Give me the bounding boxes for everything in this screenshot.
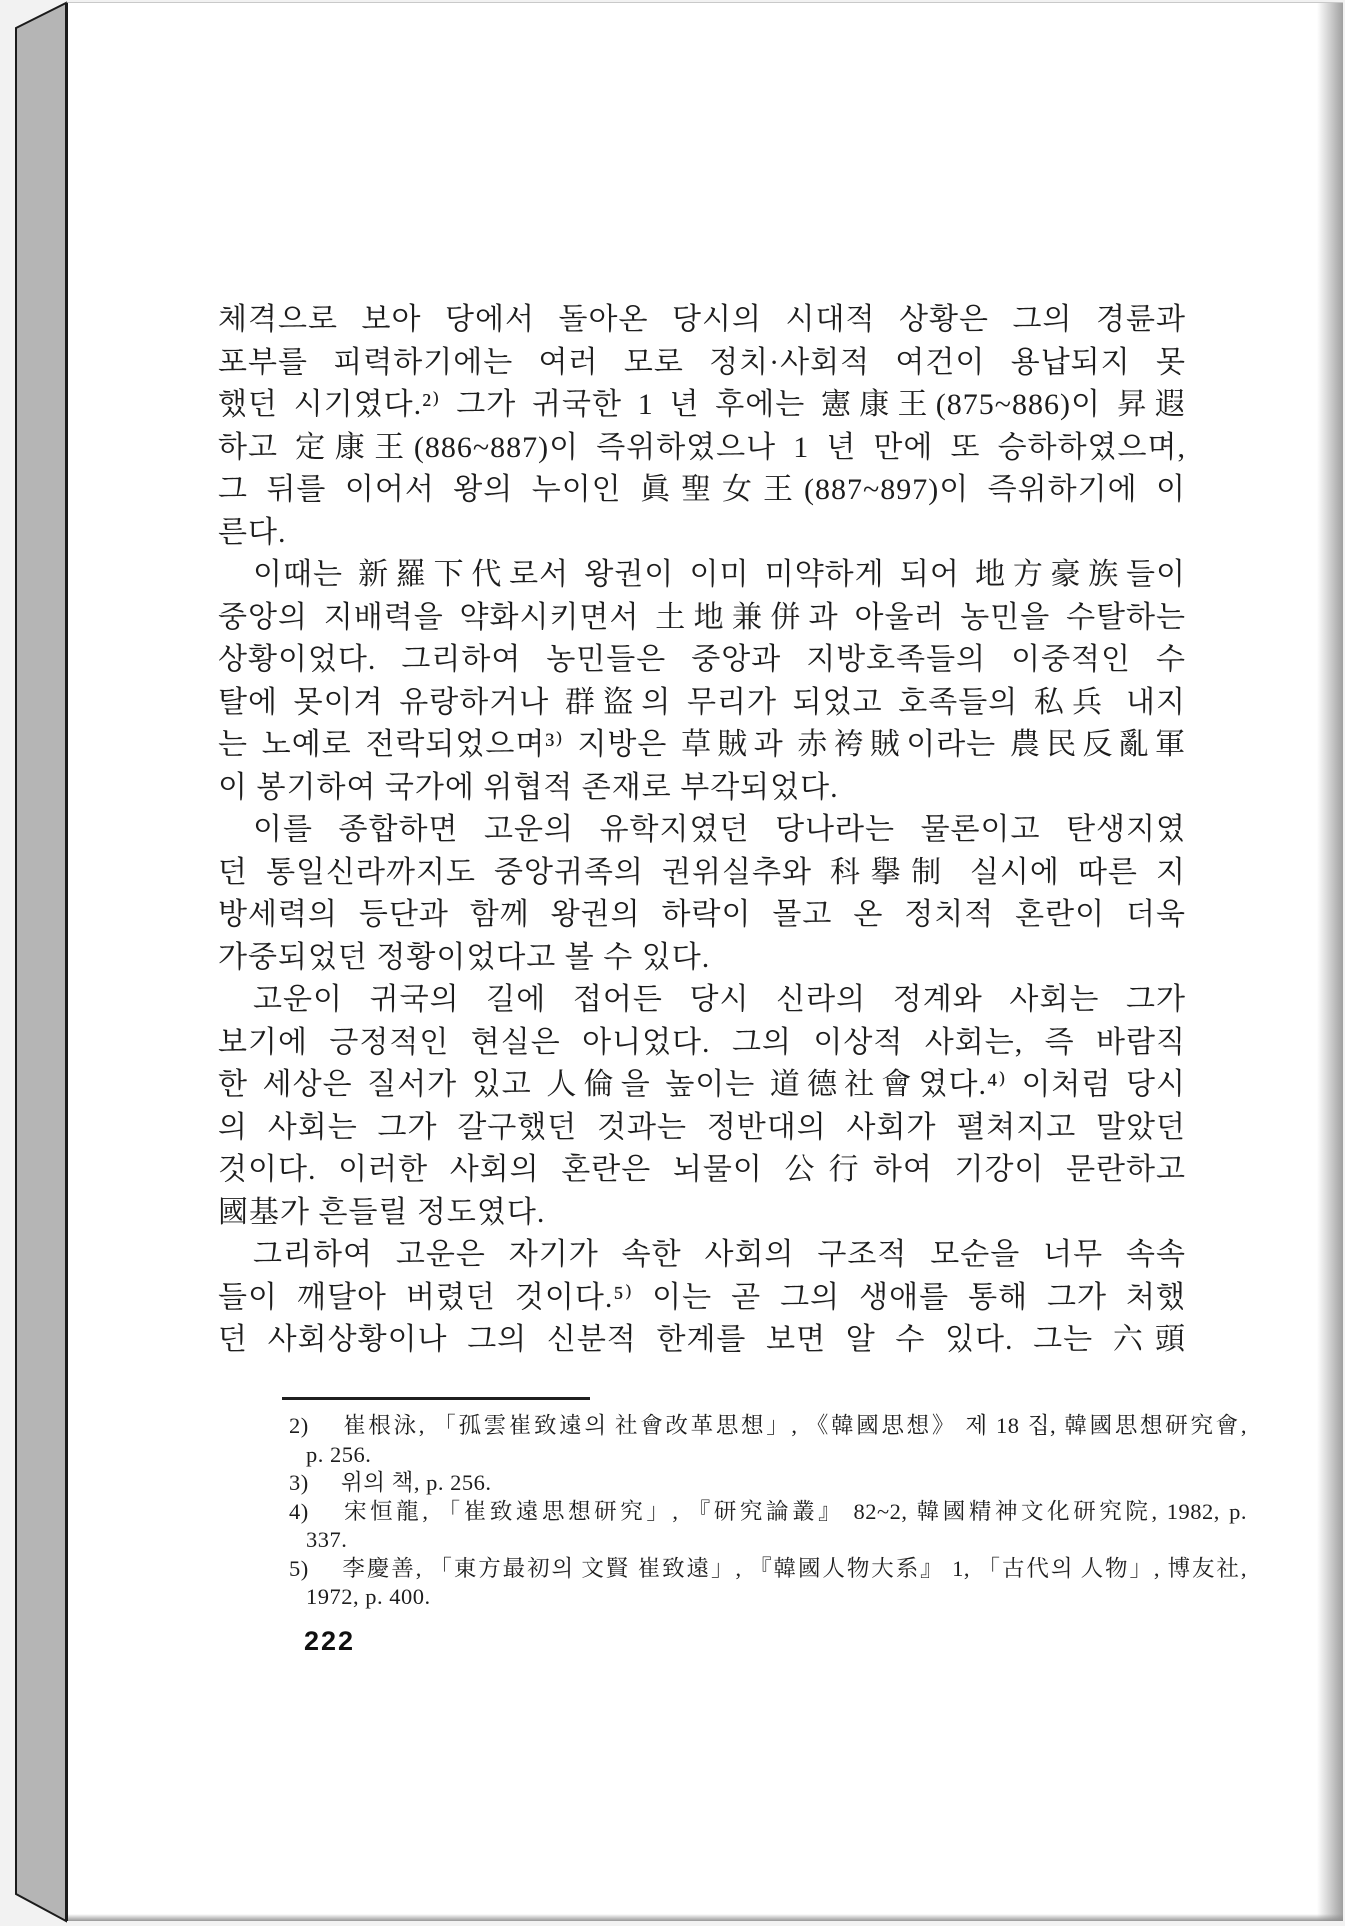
body-line: 했던 시기였다.²⁾ 그가 귀국한 1 년 후에는 憲康王(875~886)이 昇遐 [218,388,1186,421]
footnote-text: 宋恒龍, 「崔致遠思想研究」, 『研究論叢』 82~2, 韓國精神文化研究院, 1982, p. [341,1498,1247,1524]
footnote-separator [282,1397,590,1400]
body-line: 중앙의 지배력을 약화시키면서 土地兼併과 아울러 농민을 수탈하는 [218,600,1186,634]
body-line: 는 노예로 전락되었으며³⁾ 지방은 草賊과 赤袴賊이라는 農民反亂軍 [218,728,1186,761]
body-line: 이를 종합하면 고운의 유학지였던 당나라는 물론이고 탄생지였 [253,813,1186,846]
body-line: 하고 定康王(886~887)이 즉위하였으나 1 년 만에 또 승하하였으며, [218,430,1186,464]
body-line: 고운이 귀국의 길에 접어든 당시 신라의 정계와 사회는 그가 [253,983,1186,1016]
body-line: 그리하여 고운은 자기가 속한 사회의 구조적 모순을 너무 속속 [253,1238,1186,1271]
body-line: 상황이었다. 그리하여 농민들은 중앙과 지방호족들의 이중적인 수 [218,643,1186,676]
footnote-number: 2) [289,1413,309,1438]
footnote-text: 위의 책, p. 256. [341,1470,492,1495]
body-line: 이때는 新羅下代로서 왕권이 이미 미약하게 되어 地方豪族들이 [253,558,1186,591]
body-line: 포부를 피력하기에는 여러 모로 정치·사회적 여건이 용납되지 못 [218,345,1186,379]
footnote-line: 1972, p. 400. [306,1584,431,1609]
body-line: 방세력의 등단과 함께 왕권의 하락이 몰고 온 정치적 혼란이 더욱 [218,898,1186,931]
footnote-line [289,1412,1247,1441]
page-bottom-edge-shadow [68,1914,1343,1921]
page-right-edge-shadow [1317,3,1343,1921]
footnote-number: 5) [289,1555,309,1581]
body-line: 한 세상은 질서가 있고 人倫을 높이는 道德社會였다.⁴⁾ 이처럼 당시 [218,1068,1186,1101]
body-text [218,299,1186,1362]
body-line: 것이다. 이러한 사회의 혼란은 뇌물이 公行하여 기강이 문란하고 [218,1153,1186,1186]
footnote-number: 3) [289,1470,309,1495]
body-line: 이 봉기하여 국가에 위협적 존재로 부각되었다. [218,770,839,804]
footnote-line [289,1498,1247,1527]
body-line: 체격으로 보아 당에서 돌아온 당시의 시대적 상황은 그의 경륜과 [218,303,1186,336]
body-line: 의 사회는 그가 갈구했던 것과는 정반대의 사회가 펼쳐지고 말았던 [218,1110,1186,1144]
footnote-text: 李慶善, 「東方最初의 文賢 崔致遠」, 『韓國人物大系』 1, 「古代의 人物」, 博友社, [341,1555,1247,1581]
body-line: 가중되었던 정황이었다고 볼 수 있다. [218,940,711,974]
body-line: 던 사회상황이나 그의 신분적 한계를 보면 알 수 있다. 그는 六頭 [218,1323,1186,1356]
body-line: 보기에 긍정적인 현실은 아니었다. 그의 이상적 사회는, 즉 바람직 [218,1025,1186,1059]
footnote-line: p. 256. [306,1441,372,1467]
body-line: 그 뒤를 이어서 왕의 누이인 眞聖女王(887~897)이 즉위하기에 이 [218,473,1186,506]
body-line: 탈에 못이겨 유랑하거나 群盜의 무리가 되었고 호족들의 私兵 내지 [218,685,1186,719]
body-line: 國基가 흔들릴 정도였다. [218,1195,546,1229]
footnotes [289,1412,1247,1612]
body-line: 들이 깨달아 버렸던 것이다.⁵⁾ 이는 곧 그의 생애를 통해 그가 처했 [218,1280,1186,1314]
footnote-text: 崔根泳, 「孤雲崔致遠의 社會改革思想」, 《韓國思想》 제 18 집, 韓國思想研究會, [341,1413,1247,1438]
footnote-line: 337. [306,1527,348,1552]
footnote-number: 4) [289,1498,309,1524]
footnote-line [289,1469,1247,1498]
body-line: 던 통일신라까지도 중앙귀족의 권위실추와 科擧制 실시에 따른 지 [218,855,1186,889]
footnote-line [289,1555,1247,1584]
body-line: 른다. [218,515,287,549]
page-number: 222 [304,1626,356,1656]
